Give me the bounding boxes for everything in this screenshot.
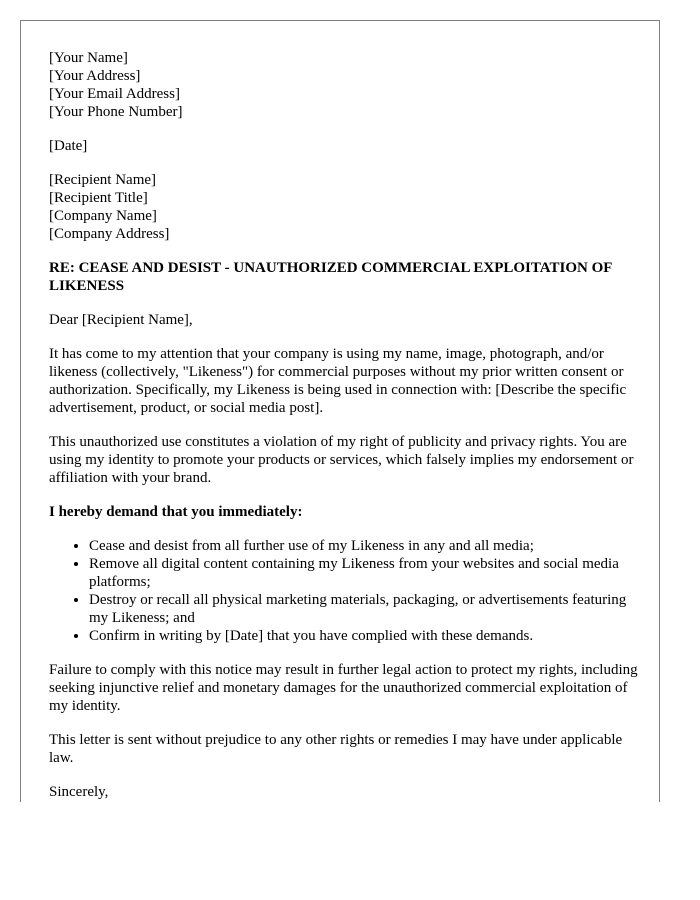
salutation: Dear [Recipient Name], [49,312,193,328]
recipient-block [49,171,639,243]
sender-phone: [Your Phone Number] [49,104,183,120]
sender-block [49,49,639,121]
sender-email: [Your Email Address] [49,86,180,102]
body-paragraph-2: This unauthorized use constitutes a violation of my right of publicity and privacy rights. You are using my identity to promote your products or services, which falsely implies my endorsement or affiliation with your brand. [49,434,634,486]
demand-item: • Destroy or recall all physical marketing materials, packaging, or advertisements featuring my Likeness; and [89,591,639,627]
closing-paragraph-1: Failure to comply with this notice may result in further legal action to protect my rights, including seeking injunctive relief and monetary damages for the unauthorized commercial exploitation of my identity. [49,662,638,714]
closing-paragraph-2: This letter is sent without prejudice to any other rights or remedies I may have under applicable law. [49,732,623,766]
recipient-company: [Company Name] [49,208,157,224]
subject-line: RE: CEASE AND DESIST - UNAUTHORIZED COMMERCIAL EXPLOITATION OF LIKENESS [49,260,612,294]
recipient-company-address: [Company Address] [49,226,170,242]
letter-page [20,20,660,802]
sender-name: [Your Name] [49,50,128,66]
letter-date: [Date] [49,138,88,154]
sender-address: [Your Address] [49,68,141,84]
recipient-title: [Recipient Title] [49,190,148,206]
date-block [49,137,639,155]
demand-item: • Confirm in writing by [Date] that you have complied with these demands. [89,627,639,645]
body-paragraph-1: It has come to my attention that your company is using my name, image, photograph, and/or likeness (collectively, "Likeness") for commercial purposes without my prior written consent or authorization. Specifically, my Likeness is being used in connection with: [Describe the specific advertisement, product, or social media post]. [49,346,627,416]
sign-off: Sincerely, [49,784,109,800]
demand-item: • Cease and desist from all further use of my Likeness in any and all media; [89,537,639,555]
demand-list [49,537,639,645]
recipient-name: [Recipient Name] [49,172,157,188]
demand-item: • Remove all digital content containing my Likeness from your websites and social media platforms; [89,555,639,591]
demand-heading: I hereby demand that you immediately: [49,504,303,520]
letter-content [49,49,639,801]
